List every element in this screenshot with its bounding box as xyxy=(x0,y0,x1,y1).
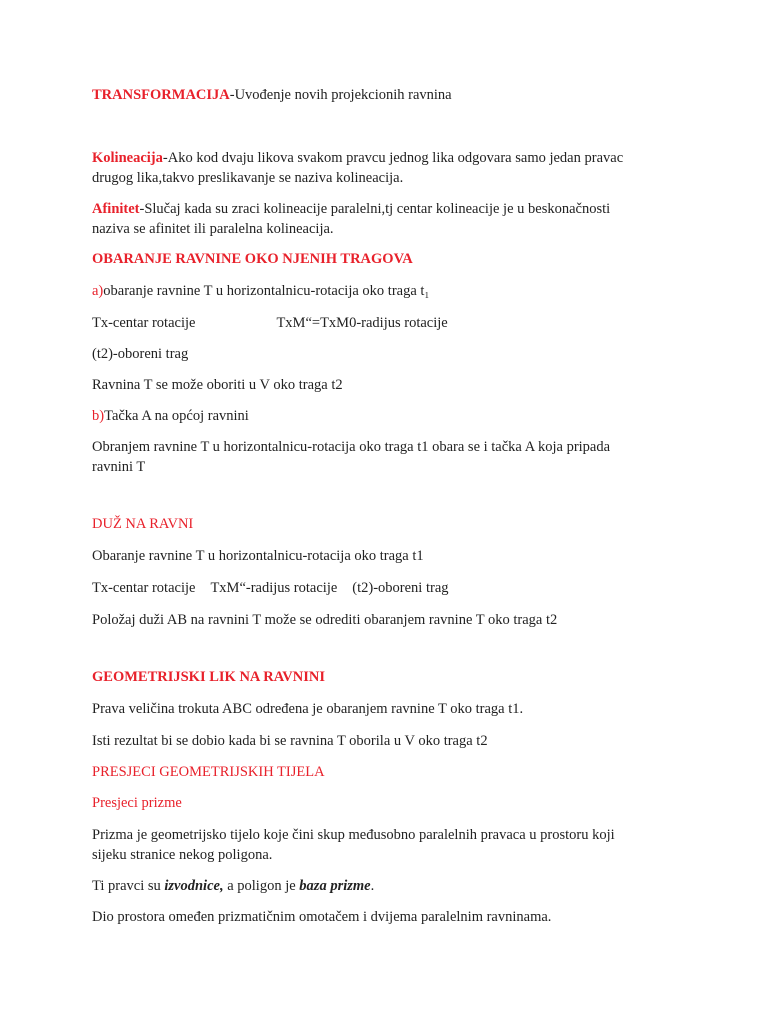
transformacija-line xyxy=(92,85,452,105)
txm-radijus-text: TxM“=TxM0-radijus rotacije xyxy=(276,315,448,331)
prizma-line-2: sijeku stranice nekog poligona. xyxy=(92,847,273,863)
duz-line-2 xyxy=(92,578,449,598)
presjeci-prizme-subheading: Presjeci prizme xyxy=(92,795,182,811)
obaranje-b-text: Tačka A na općoj ravnini xyxy=(104,408,249,424)
duz-line-3: Položaj duži AB na ravnini T može se odrediti obaranjem ravnine T oko traga t2 xyxy=(92,612,558,628)
lik-line-2: Isti rezultat bi se dobio kada bi se ravnina T oborila u V oko traga t2 xyxy=(92,733,488,749)
lik-heading: GEOMETRIJSKI LIK NA RAVNINI xyxy=(92,669,325,685)
kolineacija-line-2: drugog lika,takvo preslikavanje se naziva kolineacija. xyxy=(92,170,404,186)
obaranje-a-label: a) xyxy=(92,283,104,299)
afinitet-line-1 xyxy=(92,199,610,219)
duz-txm-radijus: TxM“-radijus rotacije xyxy=(210,580,338,596)
prizma-line-1: Prizma je geometrijsko tijelo koje čini skup međusobno paralelnih pravaca u prostoru koji xyxy=(92,827,615,843)
ravnina-v-line: Ravnina T se može oboriti u V oko traga t2 xyxy=(92,377,343,393)
duz-heading: DUŽ NA RAVNI xyxy=(92,516,194,532)
duz-oboreni-trag: (t2)-oboreni trag xyxy=(352,580,449,596)
afinitet-line-2: naziva se afinitet ili paralelna kolineacija. xyxy=(92,221,334,237)
kolineacija-text: -Ako kod dvaju likova svakom pravcu jednog lika odgovara samo jedan pravac xyxy=(162,150,624,166)
obaranje-b-line xyxy=(92,406,249,426)
obaranje-a-line xyxy=(92,281,429,301)
pravci-text-b: a poligon je xyxy=(223,878,300,894)
lik-line-1: Prava veličina trokuta ABC određena je obaranjem ravnine T oko traga t1. xyxy=(92,701,524,717)
presjeci-heading: PRESJECI GEOMETRIJSKIH TIJELA xyxy=(92,764,325,780)
obranjem-line-2: ravnini T xyxy=(92,459,146,475)
afinitet-heading: Afinitet xyxy=(92,201,140,217)
oboreni-trag-line: (t2)-oboreni trag xyxy=(92,346,189,362)
obaranje-a-text: obaranje ravnine T u horizontalnicu-rotacija oko traga t₁ xyxy=(103,283,430,299)
tx-centar-text: Tx-centar rotacije xyxy=(92,315,196,331)
baza-prizme-term: baza prizme xyxy=(299,878,371,894)
pravci-text-a: Ti pravci su xyxy=(92,878,165,894)
transformacija-heading: TRANSFORMACIJA xyxy=(92,87,230,103)
obaranje-b-label: b) xyxy=(92,408,105,424)
duz-line-1: Obaranje ravnine T u horizontalnicu-rotacija oko traga t1 xyxy=(92,548,424,564)
kolineacija-heading: Kolineacija xyxy=(92,150,163,166)
pravci-line xyxy=(92,876,374,896)
dio-prostora-line: Dio prostora omeđen prizmatičnim omotačem i dvijema paralelnim ravninama. xyxy=(92,909,552,925)
izvodnice-term: izvodnice, xyxy=(164,878,224,894)
transformacija-text: -Uvođenje novih projekcionih ravnina xyxy=(229,87,452,103)
obranjem-line-1: Obranjem ravnine T u horizontalnicu-rotacija oko traga t1 obara se i tačka A koja pripada xyxy=(92,439,611,455)
kolineacija-line-1 xyxy=(92,148,623,168)
obaranje-heading: OBARANJE RAVNINE OKO NJENIH TRAGOVA xyxy=(92,251,413,267)
pravci-text-c: . xyxy=(370,878,375,894)
duz-tx-centar: Tx-centar rotacije xyxy=(92,580,196,596)
tx-centar-line xyxy=(92,313,448,333)
afinitet-text: -Slučaj kada su zraci kolineacije paralelni,tj centar kolineacije je u beskonačnosti xyxy=(139,201,611,217)
